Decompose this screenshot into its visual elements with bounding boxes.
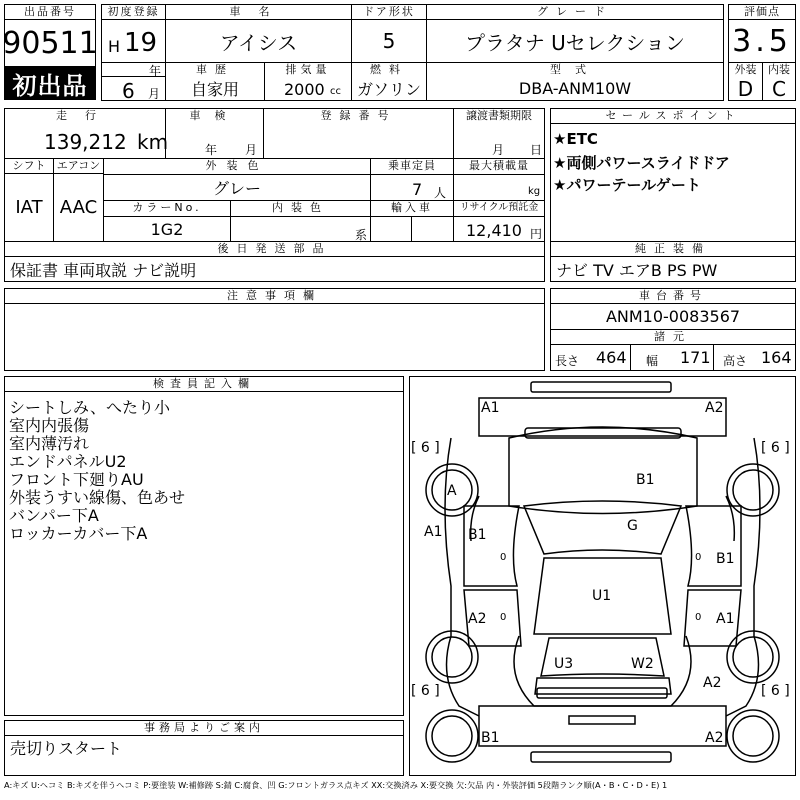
- chassis-number: ANM10-0083567: [605, 306, 741, 326]
- door-label: ドア形状: [352, 5, 426, 19]
- inspection-label: 車検: [166, 109, 263, 123]
- int-color-label: 内装色: [231, 201, 370, 215]
- shift-label: シフト: [5, 159, 53, 174]
- mark-tire-left: [ 6 ]: [411, 440, 440, 456]
- mark-front-left: A1: [481, 400, 500, 416]
- inspection-year-unit: 年: [205, 143, 218, 157]
- history: 自家用: [190, 80, 239, 99]
- office-text: 売切りスタート: [10, 738, 123, 758]
- mark-left-front-door: B1: [468, 527, 487, 543]
- mark-left-front-door-zero: 0: [500, 552, 507, 563]
- notes-label: 注意事項欄: [5, 289, 544, 304]
- mark-front-right: A2: [705, 400, 724, 416]
- mark-tire-rear-right: [ 6 ]: [761, 683, 790, 699]
- int-color-unit: 系: [355, 228, 368, 242]
- import-label: 輸入車: [371, 201, 453, 215]
- sales-point-1: ★ETC: [553, 130, 598, 148]
- ext-color-label: 外装色: [104, 159, 370, 173]
- color-no: 1G2: [150, 219, 184, 239]
- transfer-deadline-label: 譲渡書類期限: [454, 109, 544, 123]
- inspector-line-2: 室内内張傷: [9, 416, 90, 435]
- sales-points-label: セールスポイント: [551, 109, 795, 124]
- car-name: アイシス: [219, 30, 298, 55]
- width-label: 幅: [646, 354, 659, 368]
- shift: IAT: [15, 197, 43, 218]
- first-reg-label: 初度登録: [102, 5, 165, 19]
- mark-right-rear-door-zero: 0: [695, 612, 702, 623]
- exterior-grade: D: [737, 76, 754, 101]
- reg-year-unit: 年: [149, 64, 162, 78]
- inspector-line-7: バンパー下A: [9, 506, 99, 525]
- mark-right-rear-door: A1: [716, 611, 735, 627]
- mark-roof: U1: [592, 588, 612, 604]
- mark-right-front-door: B1: [716, 551, 735, 567]
- fuel: ガソリン: [356, 80, 421, 99]
- width: 171: [680, 348, 711, 367]
- legend: A:キズ U:ヘコミ B:キズを伴うヘコミ P:要塗装 W:補修跡 S:錆 C:腐食、凹 G:フロントガラス点キズ XX:交換済み X:要交換 欠:欠品 内・外装評価 5段階ランク順(A・B・C・D・E) 1: [4, 780, 668, 790]
- score-label: 評価点: [729, 5, 795, 19]
- reg-month: 6: [122, 79, 135, 103]
- lot-number-label: 出品番号: [5, 5, 95, 20]
- mark-left-front-fender: A1: [424, 524, 443, 540]
- mileage: 139,212: [44, 130, 127, 154]
- aircon-label: エアコン: [54, 159, 103, 174]
- displacement: 2000: [284, 80, 325, 99]
- exterior-grade-label: 外装: [729, 63, 762, 77]
- plate-label: 登録番号: [264, 109, 453, 123]
- max-load-unit: kg: [528, 186, 541, 197]
- grade: プラタナ Uセレクション: [465, 30, 685, 55]
- mark-rear-right: A2: [705, 730, 724, 746]
- mark-right-front-door-zero: 0: [695, 552, 702, 563]
- seats-label: 乗車定員: [371, 159, 453, 173]
- mark-left-rear-door: A2: [468, 611, 487, 627]
- seats-unit: 人: [434, 186, 447, 200]
- car-name-label: 車名: [166, 5, 351, 19]
- equipment: ナビ TV エアB PS PW: [556, 260, 718, 280]
- displacement-label: 排気量: [265, 63, 351, 77]
- max-load-label: 最大積載量: [454, 159, 544, 173]
- mark-rear-left-quarter: U3: [554, 656, 574, 672]
- length-label: 長さ: [555, 354, 580, 368]
- inspection-month-unit: 月: [245, 143, 258, 157]
- seats: 7: [412, 180, 423, 199]
- mark-hood: B1: [636, 472, 655, 488]
- recycle: 12,410: [466, 221, 522, 240]
- color-no-label: カラーNo.: [104, 201, 230, 215]
- aircon: AAC: [59, 197, 98, 218]
- height-label: 高さ: [723, 354, 748, 368]
- sales-point-2: ★両側パワースライドドア: [553, 154, 730, 172]
- fuel-label: 燃料: [352, 63, 426, 77]
- interior-grade: C: [772, 76, 786, 101]
- transfer-month-unit: 月: [492, 143, 505, 157]
- inspector-label: 検査員記入欄: [5, 377, 403, 392]
- mark-left-rear-door-zero: 0: [500, 612, 507, 623]
- doors: 5: [382, 29, 396, 53]
- ext-color: グレー: [212, 179, 261, 198]
- car-diagram: [409, 376, 796, 776]
- inspector-line-3: 室内薄汚れ: [9, 434, 90, 453]
- history-label: 車歴: [166, 63, 264, 77]
- sales-point-3: ★パワーテールゲート: [553, 176, 701, 194]
- model: DBA-ANM10W: [518, 79, 632, 98]
- chassis-label: 車台番号: [551, 289, 795, 304]
- office-label: 事務局よりご案内: [5, 721, 403, 736]
- inspector-line-5: フロント下廻りAU: [9, 470, 144, 489]
- score: 3.5: [732, 23, 792, 59]
- inspector-line-8: ロッカーカバー下A: [9, 524, 148, 543]
- length: 464: [596, 348, 627, 367]
- era-letter: H: [108, 37, 121, 56]
- interior-grade-label: 内装: [763, 63, 795, 77]
- equipment-label: 純正装備: [551, 242, 795, 257]
- grade-label: グレード: [427, 5, 723, 19]
- mileage-label: 走行: [5, 109, 165, 123]
- displacement-unit: cc: [330, 86, 341, 97]
- mark-rear-right-quarter: W2: [631, 656, 654, 672]
- mark-tire-rear-left: [ 6 ]: [411, 683, 440, 699]
- recycle-unit: 円: [530, 227, 543, 241]
- inspector-line-6: 外装うすい線傷、色あせ: [9, 488, 186, 507]
- inspector-line-4: エンドパネルU2: [9, 452, 127, 471]
- mark-right-rear-fender: A2: [703, 675, 722, 691]
- later-docs-label: 後日発送部品: [5, 242, 544, 257]
- height: 164: [761, 348, 792, 367]
- later-docs: 保証書 車両取説 ナビ説明: [10, 260, 197, 280]
- inspector-line-1: シートしみ、へたり小: [9, 398, 170, 417]
- lot-number: 90511: [2, 25, 98, 61]
- mark-windshield: G: [627, 518, 638, 534]
- mark-rear-left: B1: [481, 730, 500, 746]
- mileage-unit: km: [137, 130, 169, 154]
- mark-tire-right: [ 6 ]: [761, 440, 790, 456]
- reg-year: 19: [124, 28, 158, 58]
- recycle-label: リサイクル預託金: [454, 201, 544, 215]
- reg-month-unit: 月: [148, 87, 161, 101]
- first-listing-badge: 初出品: [4, 66, 96, 100]
- mark-wheel-front-left: A: [447, 483, 457, 499]
- dimensions-label: 諸元: [551, 329, 795, 345]
- transfer-day-unit: 日: [530, 143, 543, 157]
- model-label: 型式: [427, 63, 723, 77]
